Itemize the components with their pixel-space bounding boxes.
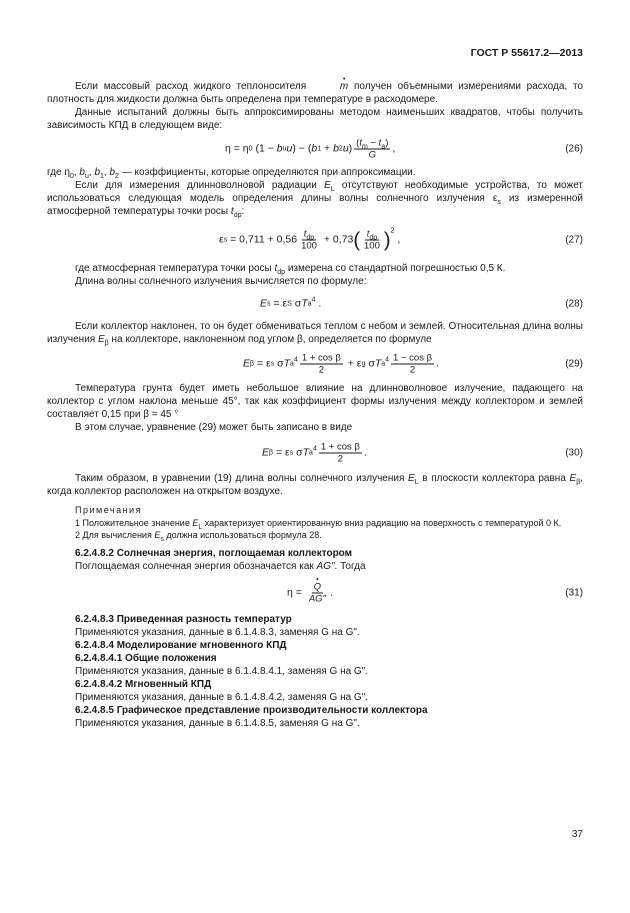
note-1: 1 Положительное значение $E_L$ характеризует ориентированную вниз радиацию на поверхность с температурой 0 К. [75, 518, 562, 531]
paragraph-this-case: В этом случае, уравнение (29) может быть записано в виде [75, 422, 353, 433]
note-2: 2 Для вычисления $E_s$ должна использоваться формула 28. [75, 530, 322, 543]
section-6-2-4-8-5-title: 6.2.4.8.5 Графическое представление производительности коллектора [75, 705, 428, 716]
paragraph-tilted-collector: Если коллектор наклонен, то он будет обмениваться теплом с небом и землей. Относительная длина волны излучения $E_\beta$ на коллекторе, наклоненном под углом β, определяется по формуле [47, 321, 583, 347]
equation-26 [47, 132, 583, 166]
equation-29 [47, 346, 583, 382]
notes-label: Примечания [75, 505, 142, 515]
equation-28-number: (28) [565, 298, 583, 310]
section-6-2-4-8-3-text: Применяются указания, данные в 6.1.4.8.3, заменяя G на G". [75, 627, 360, 638]
section-6-2-4-8-2-title: 6.2.4.8.2 Солнечная энергия, поглощаемая коллектором [75, 548, 353, 559]
section-6-2-4-8-4-1-title: 6.2.4.8.4.1 Общие положения [75, 653, 217, 664]
equation-31 [47, 573, 583, 613]
section-6-2-4-8-5-text: Применяются указания, данные в 6.1.4.8.5, заменяя G на G". [75, 718, 360, 729]
equation-29-body: E β = ε s σ T a $^4$ $\frac{\text{1 + cos β}}{2}$ + ε g σ T a $^4$ $\frac{\text{1 − cos β}}{2}$ . [243, 352, 439, 376]
paragraph-formula-intro: Длина волны солнечного излучения вычисляется по формуле: [75, 276, 367, 287]
page-content [47, 80, 583, 730]
paragraph-ground-temperature: Температура грунта будет иметь небольшое влияние на длинноволновое излучение, падающего на коллектор с углом наклона меньше 45°, так как коэффициент формы излучения между коллектором и землей составляет 0,15 при β = 45 ° [47, 383, 583, 420]
section-6-2-4-8-3-title: 6.2.4.8.3 Приведенная разность температур [75, 614, 292, 625]
paragraph-dew-point: где атмосферная температура точки росы $t_{dp}$ измерена со стандартной погрешностью 0,5 К. [75, 263, 506, 276]
paragraph-mass-flow: Если массовый расход жидкого теплоносителя • m получен объемными измерениями расхода, то плотность для жидкости должна быть определена при температуре в расходомере. [47, 80, 583, 106]
paragraph-longwave-model: Если для измерения длинноволновой радиации $E_L$ отсутствуют необходимые устройства, то может использоваться следующая модель определения длины волны солнечного излучения $\varepsilon_s$ из измеренной атмосферной температуры точки росы $t_{dp}$: [47, 180, 584, 219]
paragraph-conclusion: Таким образом, в уравнении (19) длина волны солнечного излучения $E_L$ в плоскости коллектора равна $E_\beta$, когда коллектор расположен на открытом воздухе. [47, 473, 584, 497]
equation-30-number: (30) [565, 447, 583, 459]
equation-30-body: E β = ε s σ T a $^4$ $\frac{\text{1 + cos β}}{2}$ . [262, 441, 367, 465]
page-number: 37 [571, 829, 583, 840]
section-6-2-4-8-4-1-text: Применяются указания, данные в 6.1.4.8.4.1, заменяя G на G". [75, 666, 369, 677]
section-6-2-4-8-4-2-text: Применяются указания, данные в 6.1.4.8.4.2, заменяя G на G". [75, 692, 369, 703]
section-6-2-4-8-2-text: Поглощаемая солнечная энергия обозначается как AG". Тогда [75, 561, 366, 572]
paragraph-test-data: Данные испытаний должны быть аппроксимированы методом наименьших квадратов, чтобы получить зависимость КПД в следующем виде: [47, 107, 583, 131]
equation-26-body: η = η 0 (1 − b u u ) − ( b 1 + b 2 u ) $\frac{(t_m - t_a)}{G}$ , [225, 137, 396, 161]
standard-header: ГОСТ Р 55617.2—2013 [470, 47, 583, 59]
equation-30 [47, 434, 583, 472]
paragraph-coefficients: где $\eta_0$, $b_u$, $b_1$, $b_2$ — коэффициенты, которые определяются при аппроксимации. [47, 167, 416, 180]
section-6-2-4-8-4-title: 6.2.4.8.4 Моделирование мгновенного КПД [75, 640, 287, 651]
equation-27-body: ε s = 0,711 + 0,56 $\frac{t_{dp}}{100}$ + 0,73 ( $\frac{t_{dp}}{100}$ ) $^2$ , [219, 227, 401, 252]
section-6-2-4-8-4-2-title: 6.2.4.8.4.2 Мгновенный КПД [75, 679, 212, 690]
equation-27-number: (27) [565, 234, 583, 246]
equation-31-number: (31) [565, 587, 583, 599]
equation-26-number: (26) [565, 143, 583, 155]
equation-31-body: η = • $\frac{Q}{AG"}$ . [287, 582, 333, 605]
equation-27 [47, 218, 583, 262]
equation-28-body: E s = ε S σ T a $^4$ . [260, 296, 322, 310]
equation-29-number: (29) [565, 358, 583, 370]
equation-28 [47, 288, 583, 320]
